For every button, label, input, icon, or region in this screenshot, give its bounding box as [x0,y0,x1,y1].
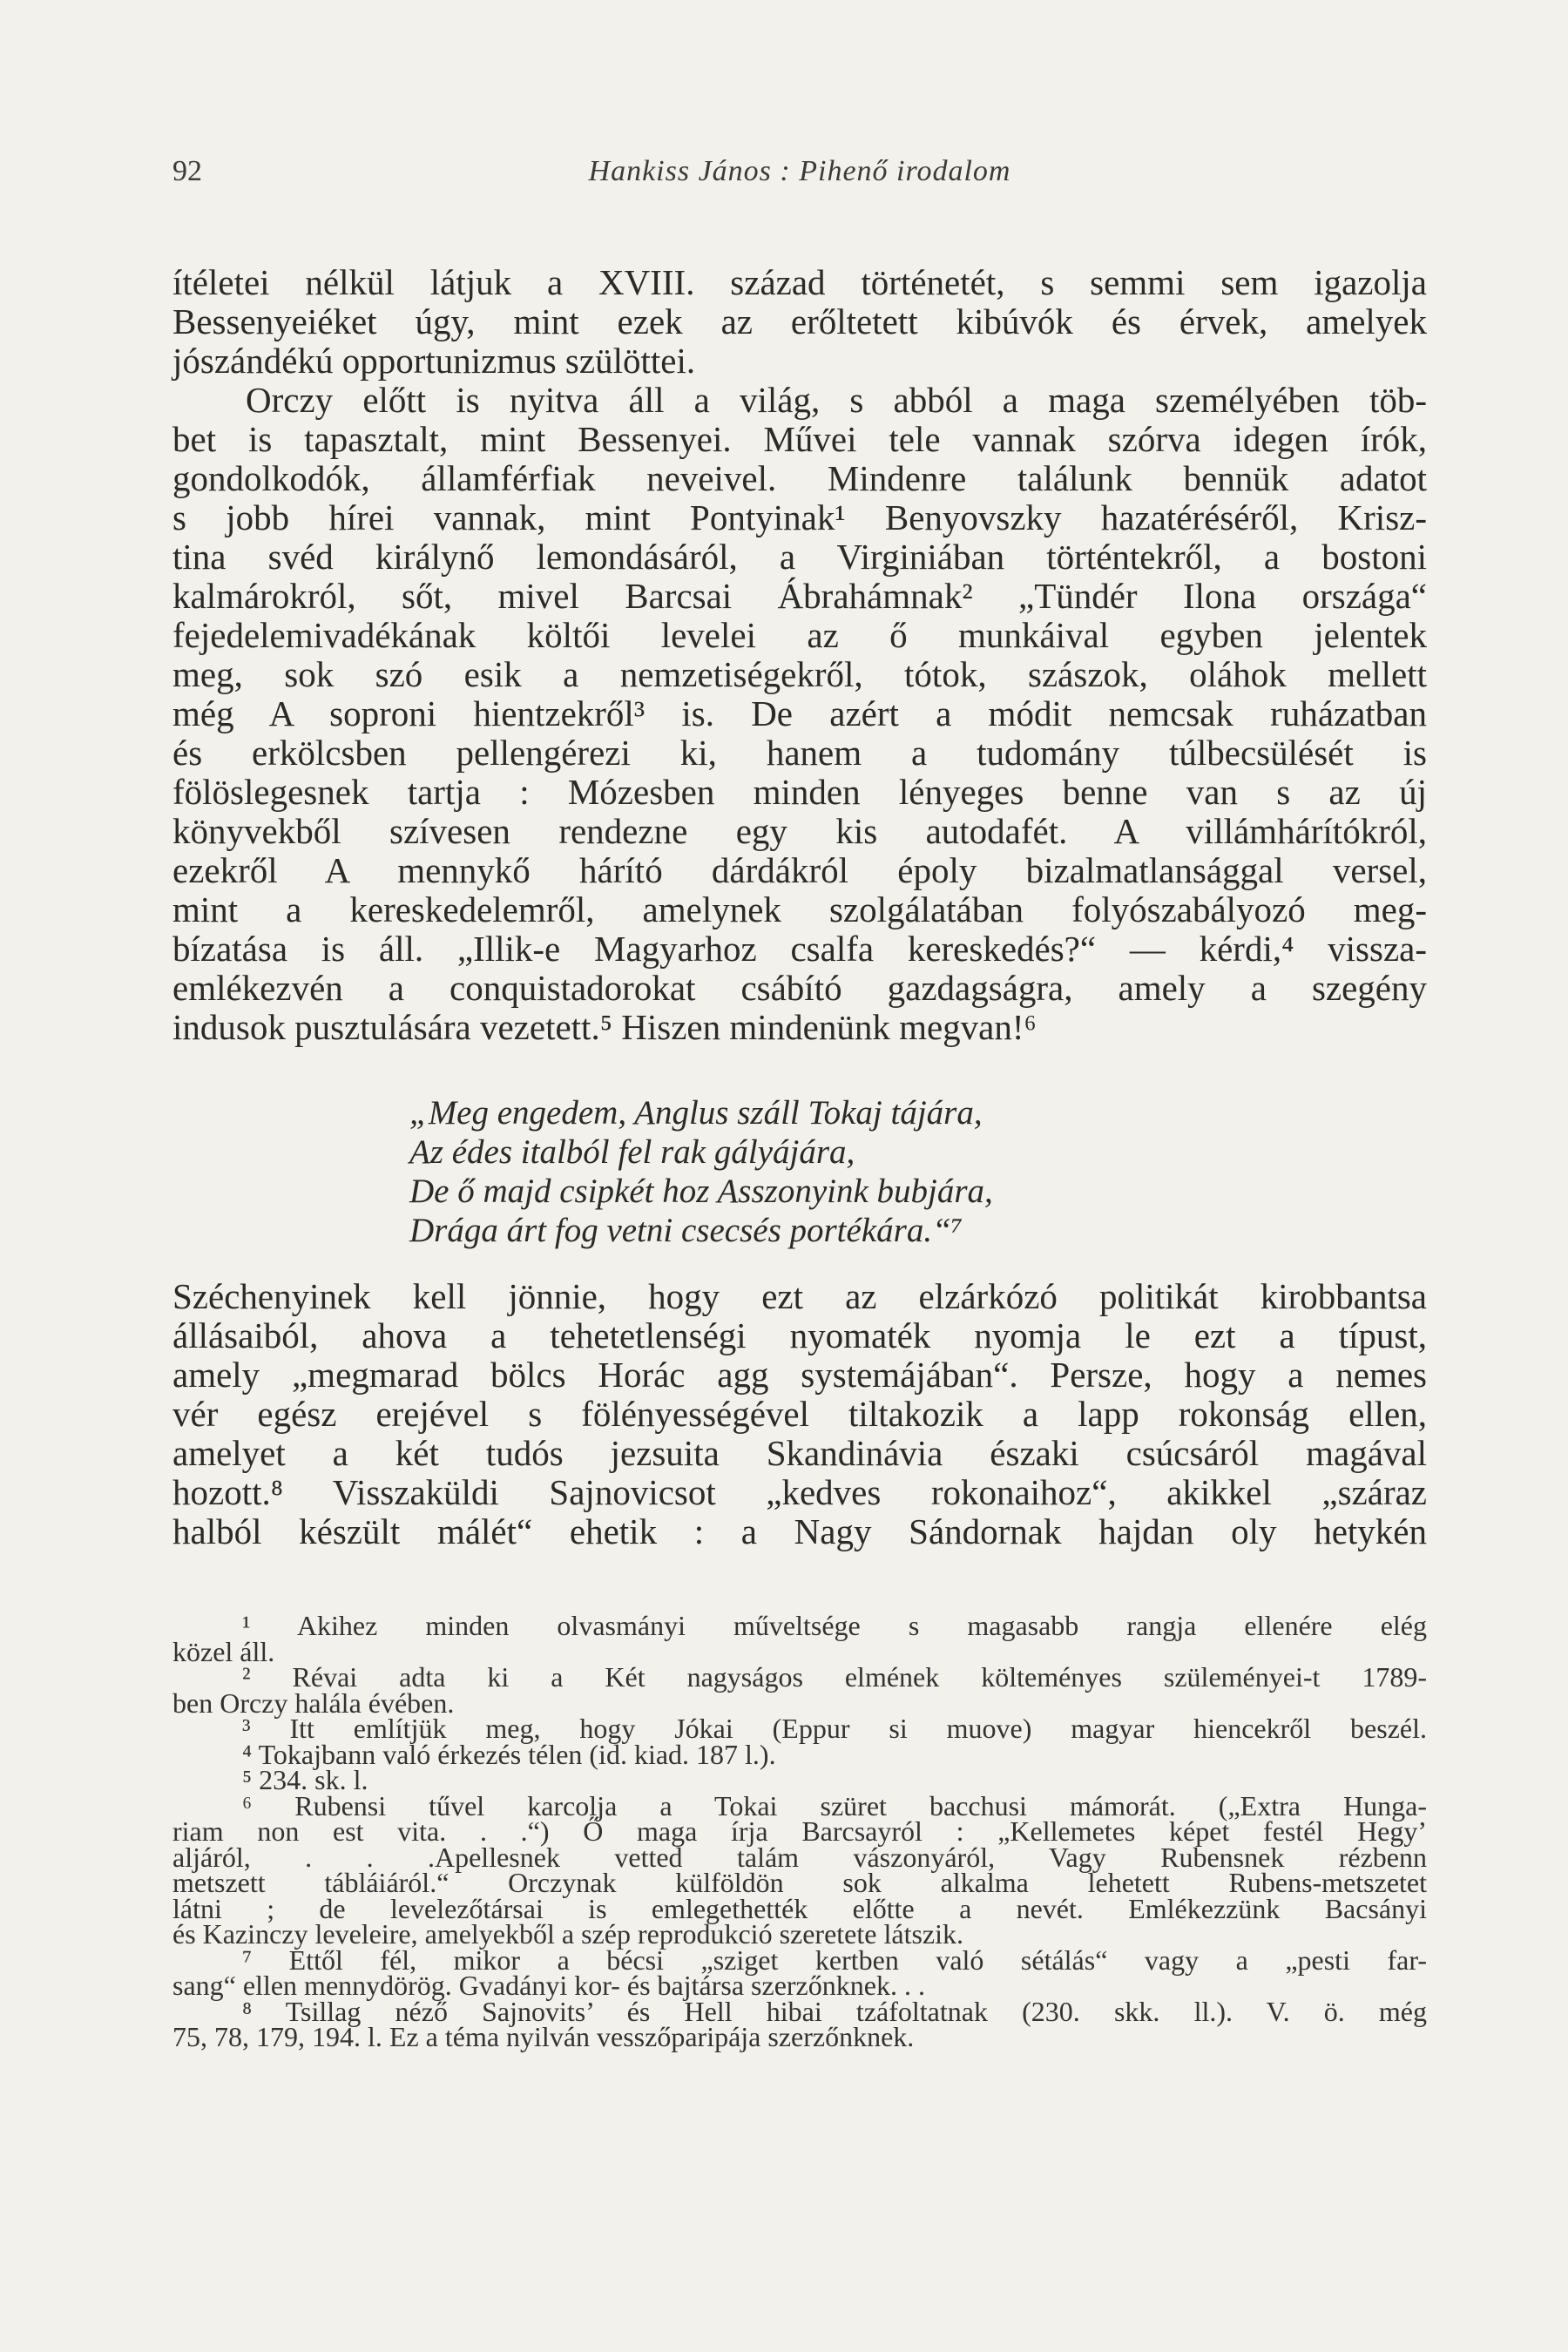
text-line: emlékezvén a conquistadorokat csábító gazdagságra, amely a szegény [172,968,1427,1008]
footnotes [172,1610,1427,2052]
text-line: ítéletei nélkül látjuk a XVIII. század történetét, s semmi sem igazolja [172,262,1427,302]
footnote-line: ⁶ Rubensi tűvel karcolja a Tokai szüret bacchusi mámorát. („Extra Hunga- [242,1789,1427,1821]
text-line: és erkölcsben pellengérezi ki, hanem a tudomány túlbecsülését is [172,733,1427,773]
footnote-line: ⁵ 234. sk. l. [242,1764,368,1795]
footnote-line: ben Orczy halála évében. [172,1686,455,1719]
footnote-line: közel áll. [172,1635,275,1667]
text-line: bet is tapasztalt, mint Bessenyei. Művei tele vannak szórva idegen írók, [172,419,1427,459]
footnote-line: ³ Itt említjük meg, hogy Jókai (Eppur si muove) magyar hiencekről beszél. [242,1713,1427,1744]
text-line: könyvekből szívesen rendezne egy kis autodafét. A villámhárítókról, [172,811,1427,851]
text-line: mint a kereskedelemről, amelynek szolgálatában folyószabályozó meg- [172,889,1427,929]
text-line: kalmárokról, sőt, mivel Barcsai Ábrahámnak² „Tündér Ilona országa“ [172,576,1427,616]
text-line: Bessenyeiéket úgy, mint ezek az erőltetett kibúvók és érvek, amelyek [172,301,1427,341]
page-header [172,155,1427,199]
text-line: Orczy előtt is nyitva áll a világ, s abból a maga személyében töb- [246,380,1427,420]
poem-quote [409,1094,1368,1251]
text-line: bízatása is áll. „Illik-e Magyarhoz csalfa kereskedés?“ — kérdi,⁴ vissza- [172,929,1427,969]
poem-line: De ő majd csipkét hoz Asszonyink bubjára, [409,1173,993,1210]
main-text-continued [172,1277,1427,1551]
text-line: fölöslegesnek tartja : Mózesben minden lényeges benne van s az új [172,772,1427,812]
footnote-line: ⁴ Tokajbann való érkezés télen (id. kiad. 187 l.). [242,1738,776,1770]
text-line: amelyet a két tudós jezsuita Skandinávia északi csúcsáról magával [172,1433,1427,1473]
text-line: amely „megmarad bölcs Horác agg systemájában“. Persze, hogy a nemes [172,1355,1427,1395]
footnote-line: 75, 78, 179, 194. l. Ez a téma nyilván vesszőparipája szerzőnknek. [172,2021,915,2052]
text-line: fejedelemivadékának költői levelei az ő munkáival egyben jelentek [172,615,1427,655]
footnote-line: ⁷ Ettől fél, mikor a bécsi „sziget kertben való sétálás“ vagy a „pesti far- [242,1943,1427,1976]
text-line: halból készült málét“ ehetik : a Nagy Sándornak hajdan oly hetykén [172,1511,1427,1551]
poem-line: „Meg engedem, Anglus száll Tokaj tájára, [409,1094,983,1132]
text-line: ezekről A mennykő hárító dárdákról époly bizalmatlansággal versel, [172,850,1427,890]
text-line: indusok pusztulására vezetett.⁵ Hiszen mindenünk megvan!⁶ [172,1007,1037,1047]
footnote-line: sang“ ellen mennydörög. Gvadányi kor- és bajtársa szerzőnknek. . . [172,1970,925,2001]
footnote-line: ¹ Akihez minden olvasmányi műveltsége s magasabb rangja ellenére elég [242,1610,1427,1641]
text-line: gondolkodók, államférfiak neveivel. Mindenre találunk bennük adatot [172,458,1427,498]
text-line: jószándékú opportunizmus szülöttei. [172,341,696,381]
running-head: Hankiss János : Pihenő irodalom [588,155,1011,187]
text-line: Széchenyinek kell jönnie, hogy ezt az elzárkózó politikát kirobbantsa [172,1276,1427,1316]
main-text [172,263,1427,1047]
text-line: hozott.⁸ Visszaküldi Sajnovicsot „kedves rokonaihoz“, akikkel „száraz [172,1472,1427,1512]
text-line: állásaiból, ahova a tehetetlenségi nyomaték nyomja le ezt a típust, [172,1315,1427,1355]
text-line: s jobb hírei vannak, mint Pontyinak¹ Benyovszky hazatéréséről, Krisz- [172,497,1427,537]
text-line: meg, sok szó esik a nemzetiségekről, tótok, szászok, oláhok mellett [172,654,1427,694]
text-line: vér egész erejével s fölényességével tiltakozik a lapp rokonság ellen, [172,1394,1427,1434]
poem-line: Drága árt fog vetni csecsés portékára.“⁷ [409,1212,963,1249]
footnote-line: metszett tábláiáról.“ Orczynak külföldön sok alkalma lehetett Rubens-metszetet [172,1867,1427,1898]
poem-line: Az édes italból fel rak gályájára, [409,1133,855,1171]
footnote-line: ⁸ Tsillag néző Sajnovits’ és Hell hibai tzáfoltatnak (230. skk. ll.). V. ö. még [242,1995,1427,2027]
page-number: 92 [172,155,202,187]
footnote-line: ² Révai adta ki a Két nagyságos elmének költeményes szüleményei-t 1789- [242,1661,1427,1693]
text-line: még A soproni hientzekről³ is. De azért a módit nemcsak ruházatban [172,693,1427,733]
footnote-line: látni ; de levelezőtársai is emlegethették előtte a nevét. Emlékezzünk Bacsányi [172,1892,1427,1924]
footnote-line: aljáról, . . .Apellesnek vetted talám vászonyáról, Vagy Rubensnek rézbenn [172,1841,1427,1873]
footnote-line: riam non est vita. . .“) Ő maga írja Barcsayról : „Kellemetes képet festél Hegy’ [172,1815,1427,1847]
text-line: tina svéd királynő lemondásáról, a Virginiában történtekről, a bostoni [172,537,1427,577]
footnote-line: és Kazinczy leveleire, amelyekből a szép reprodukció szeretete látszik. [172,1918,963,1950]
